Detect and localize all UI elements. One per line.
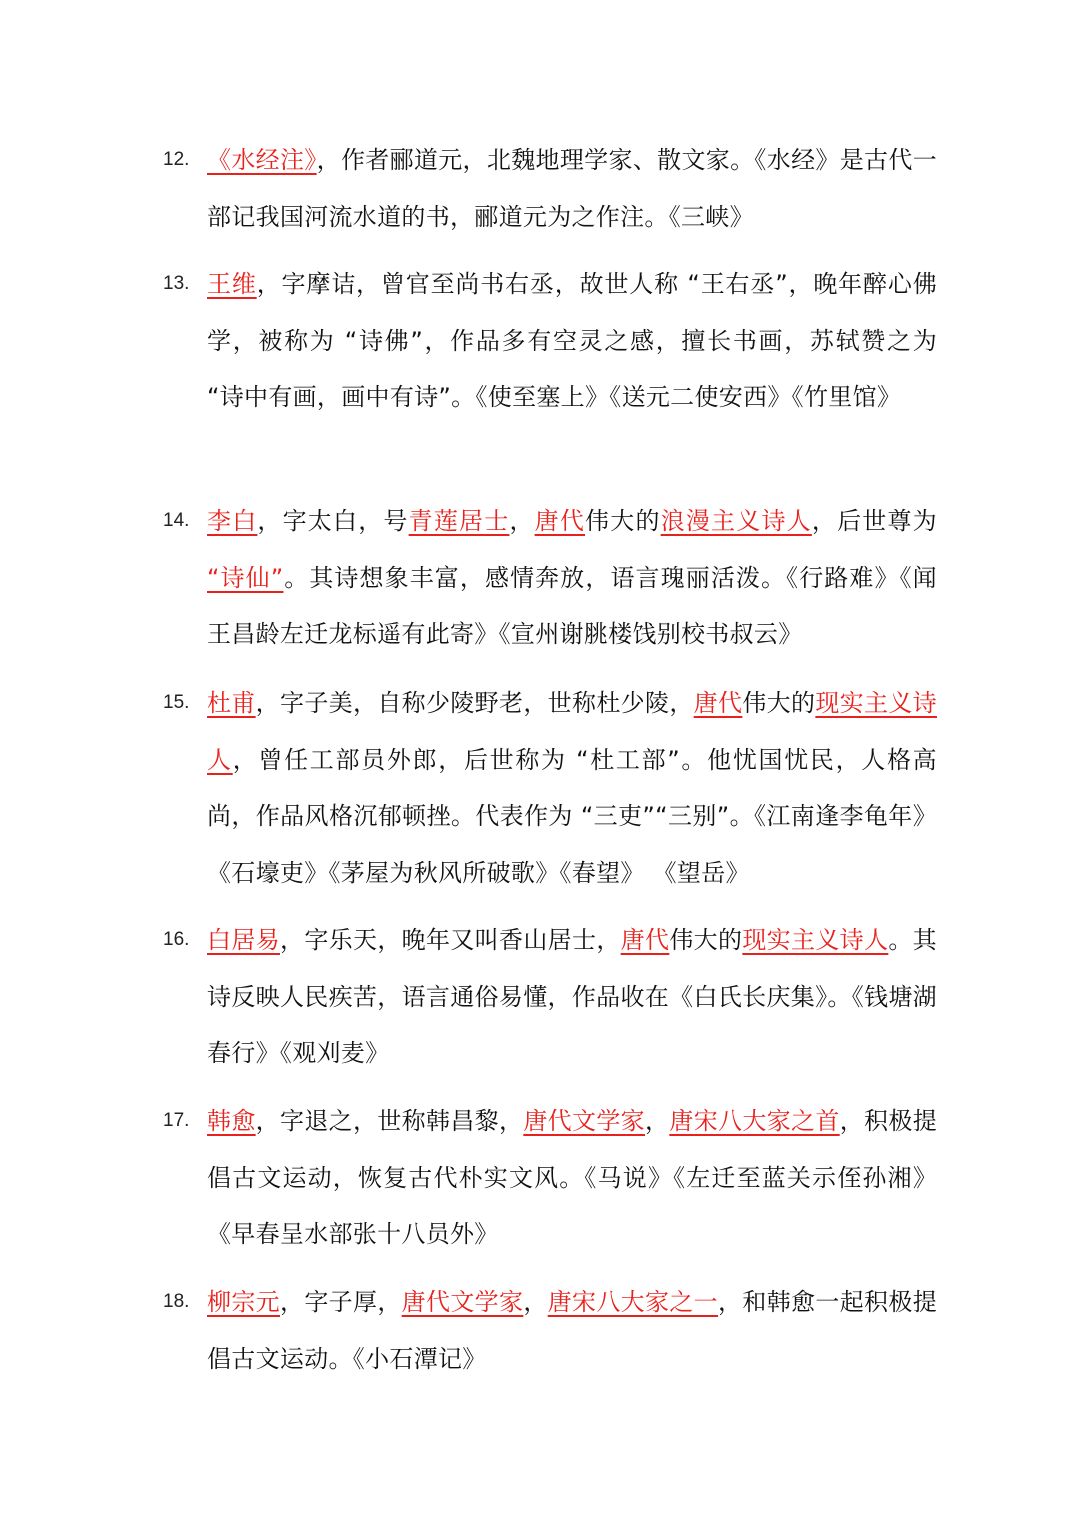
entry-text [197, 256, 937, 426]
entry-text [197, 1093, 937, 1263]
text-segment: ，字太白，号 [257, 507, 409, 535]
entry-number: 18. [163, 1291, 190, 1312]
text-segment: 。其诗想象丰富，感情奔放，语言瑰丽活泼。《行路难》《闻王昌龄左迁龙标遥有此寄》《宣州谢脁楼饯别校书叔云》 [207, 563, 937, 648]
text-segment: ， [509, 507, 535, 535]
highlighted-term: 现实主义诗人 [207, 689, 937, 774]
text-segment: 。其诗反映人民疾苦，语言通俗易懂，作品收在《白氏长庆集》。《钱塘湖春行》《观刈麦》 [207, 926, 937, 1067]
text-segment: ，字子美，自称少陵野老，世称杜少陵， [255, 689, 694, 717]
highlighted-term: 《水经注》 [207, 146, 317, 174]
highlighted-term: “诗仙” [207, 563, 284, 592]
text-segment: 伟大的 [585, 507, 661, 535]
entry-number: 13. [163, 273, 190, 294]
entry-number: 12. [163, 149, 190, 170]
text-segment: 伟大的 [742, 689, 816, 717]
highlighted-term: 青莲居士 [408, 507, 510, 535]
text-segment: 伟大的 [669, 926, 743, 954]
text-segment: ，曾任工部员外郎，后世称为 “杜工部”。他忧国忧民，人格高尚，作品风格沉郁顿挫。代表作为 “三吏”“三别”。《江南逢李龟年》《石壕吏》《茅屋为秋风所破歌》《春望》 《望岳》 [207, 745, 937, 887]
entry-number: 15. [163, 692, 190, 713]
highlighted-term: 唐代文学家 [523, 1107, 646, 1135]
highlighted-term: 白居易 [207, 926, 280, 954]
highlighted-term: 李白 [207, 507, 258, 535]
entry-text [197, 493, 937, 663]
entry-text [197, 1274, 937, 1387]
highlighted-term: 现实主义诗人 [742, 926, 889, 954]
text-segment: ，字乐天，晚年又叫香山居士， [280, 926, 621, 954]
highlighted-term: 柳宗元 [207, 1288, 280, 1316]
entry-text [197, 912, 937, 1082]
highlighted-term: 浪漫主义诗人 [660, 507, 812, 535]
highlighted-term: 唐代 [620, 926, 670, 954]
highlighted-term: 唐代文学家 [401, 1288, 524, 1316]
highlighted-term: 韩愈 [207, 1107, 256, 1135]
entry-number: 14. [163, 510, 190, 531]
entry-number: 17. [163, 1110, 190, 1131]
text-segment: ，积极提倡古文运动，恢复古代朴实文风。《马说》《左迁至蓝关示侄孙湘》《早春呈水部张十八员外》 [207, 1107, 938, 1248]
text-segment: ，作者郦道元，北魏地理学家、散文家。《水经》是古代一部记我国河流水道的书，郦道元为之作注。《三峡》 [207, 146, 937, 231]
text-segment: ， [645, 1107, 670, 1135]
text-segment: ，字退之，世称韩昌黎， [255, 1107, 524, 1135]
text-segment: ，字摩诘，曾官至尚书右丞，故世人称 “王右丞”，晚年醉心佛学，被称为 “诗佛”，作品多有空灵之感，擅长书画，苏轼赞之为 “诗中有画，画中有诗”。《使至塞上》《送元二使安西》《竹里馆》 [207, 270, 937, 411]
highlighted-term: 王维 [207, 270, 257, 298]
entry-number: 16. [163, 929, 190, 950]
text-segment: ，后世尊为 [811, 507, 937, 535]
text-segment: ， [523, 1288, 548, 1316]
highlighted-term: 唐代 [534, 507, 586, 535]
entry-text [197, 132, 937, 245]
highlighted-term: 杜甫 [207, 689, 256, 717]
text-segment: ，字子厚， [280, 1288, 402, 1316]
text-segment: ，和韩愈一起积极提倡古文运动。《小石潭记》 [207, 1288, 937, 1373]
highlighted-term: 唐宋八大家之一 [547, 1288, 719, 1316]
entry-text [197, 675, 937, 901]
highlighted-term: 唐代 [693, 689, 743, 717]
highlighted-term: 唐宋八大家之首 [669, 1107, 840, 1135]
